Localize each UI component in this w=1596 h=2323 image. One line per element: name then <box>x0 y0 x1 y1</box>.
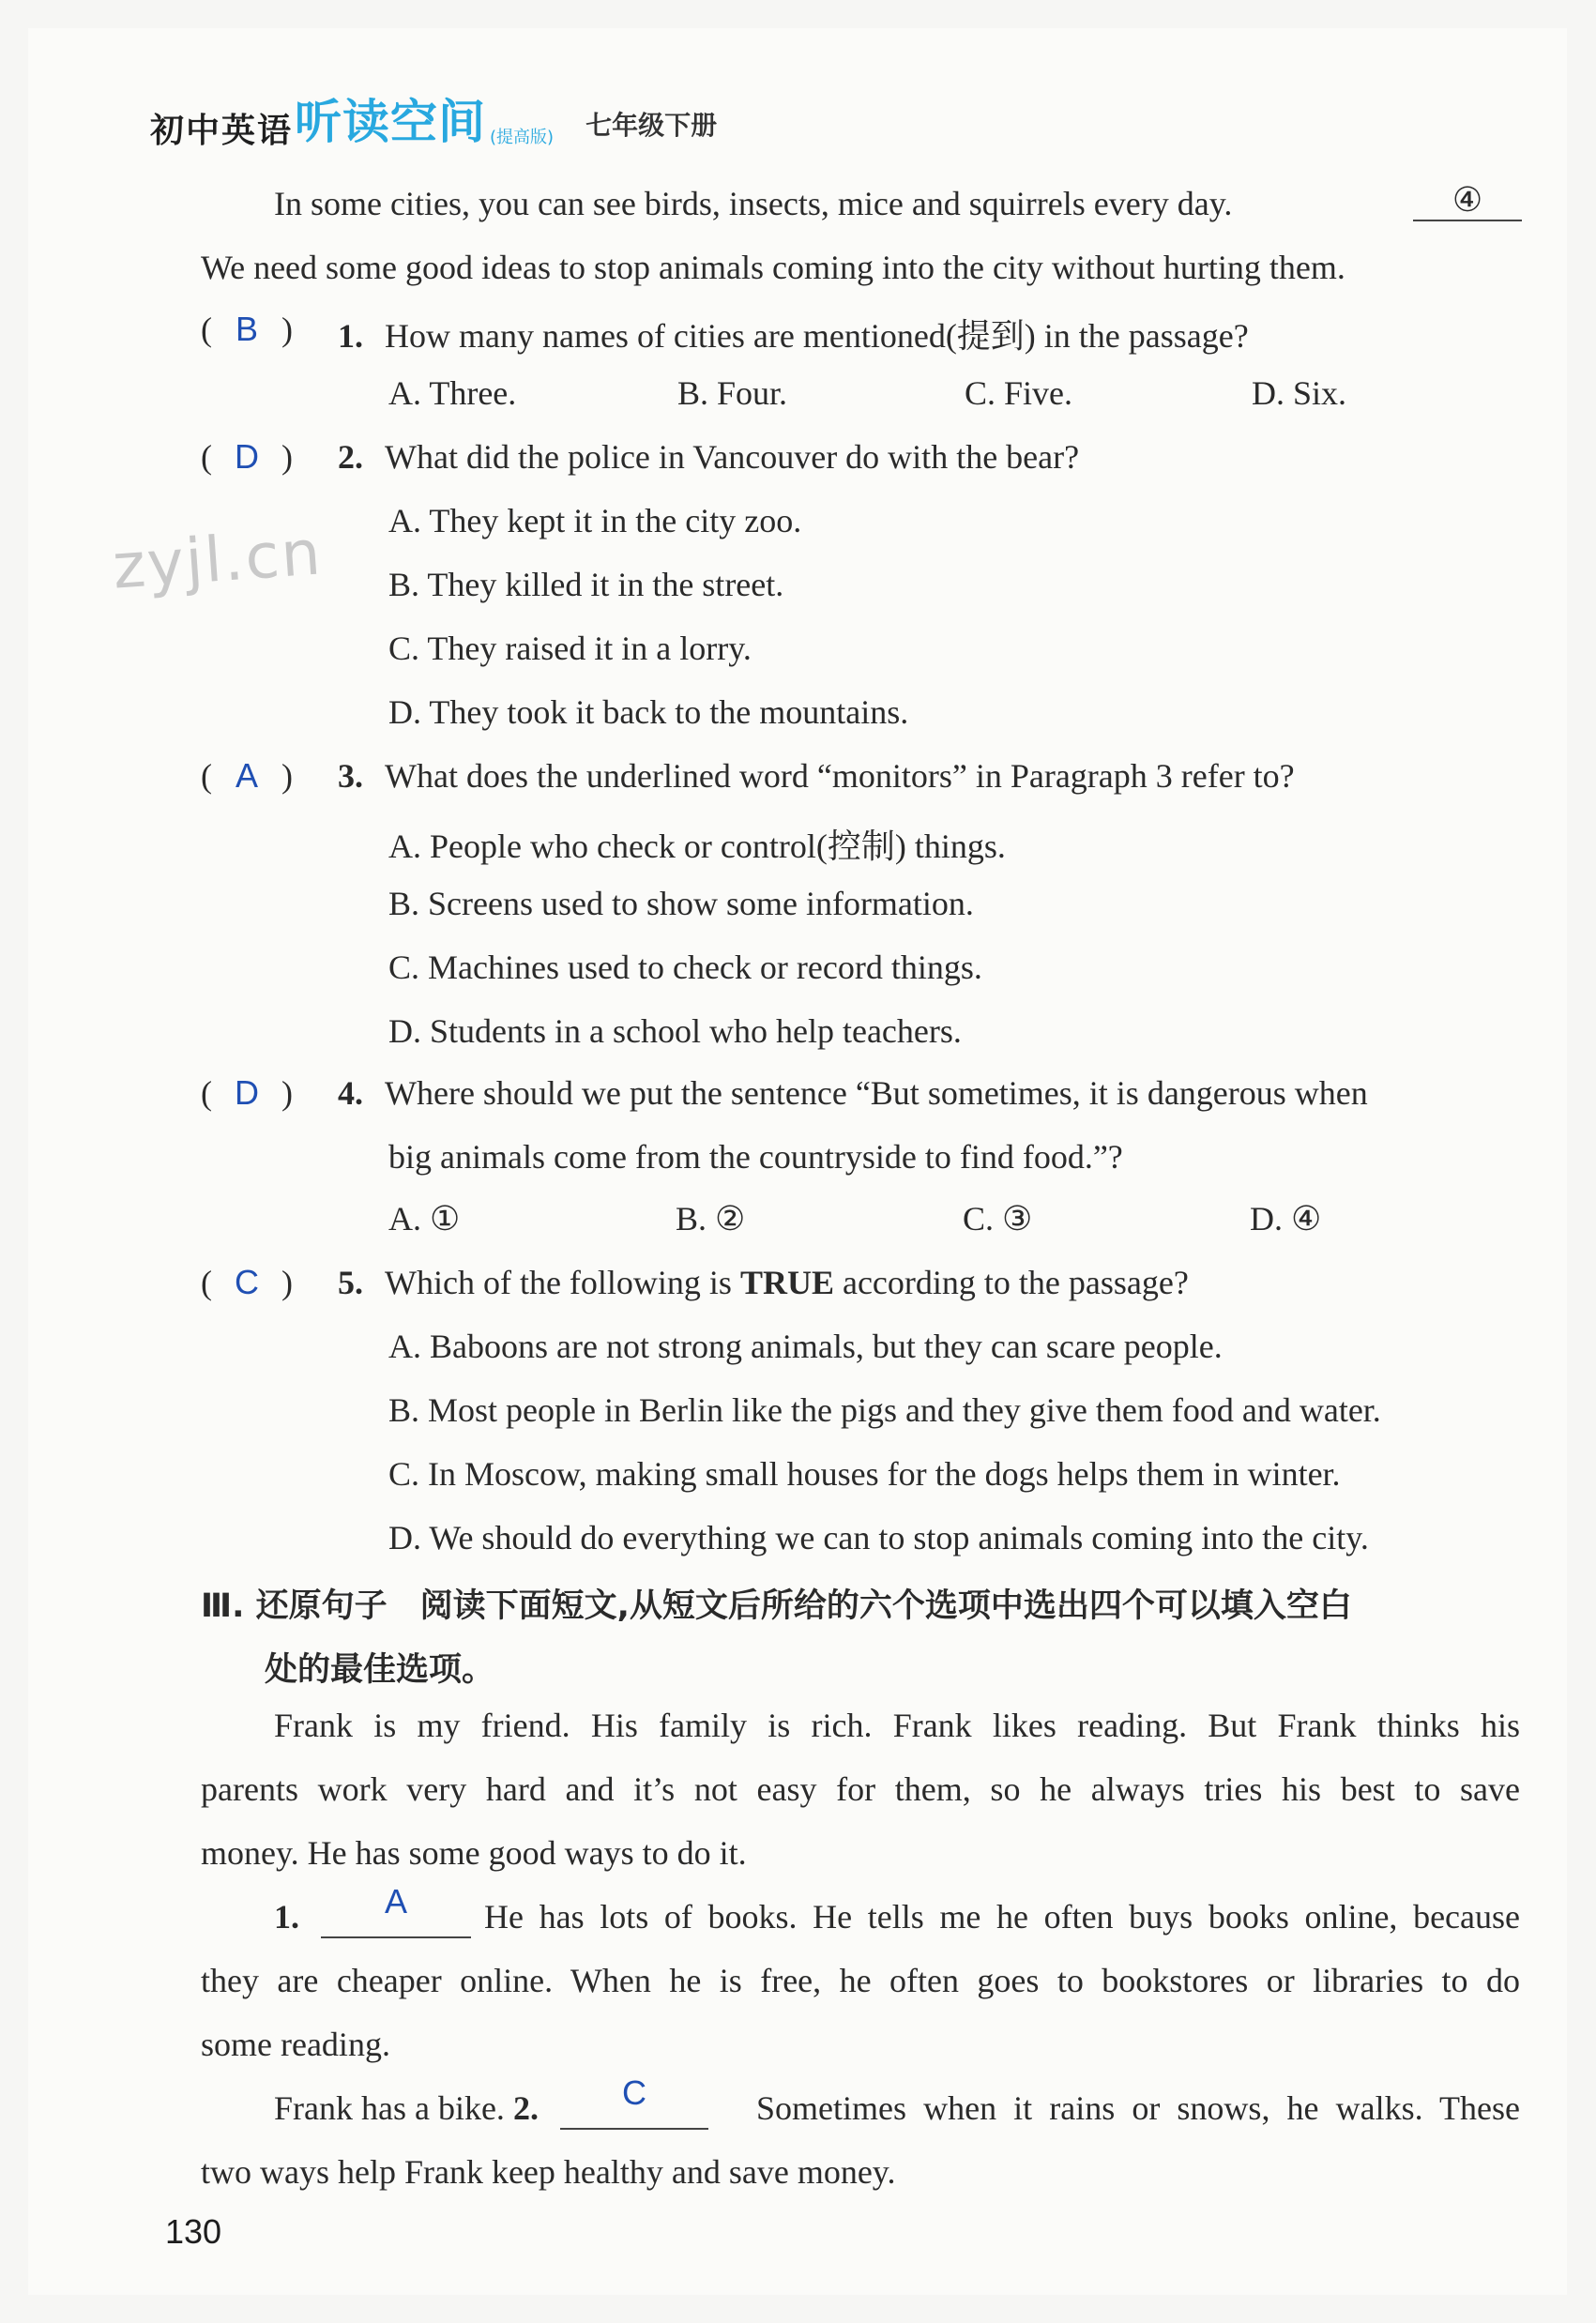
question-1-answer-slot: ( B ) <box>201 310 293 348</box>
question-2-text: What did the police in Vancouver do with the bear? <box>385 438 1080 476</box>
question-2-option-d: D. They took it back to the mountains. <box>388 693 909 731</box>
brand-series: 初中英语 <box>150 112 294 150</box>
page-number: 130 <box>165 2212 222 2251</box>
question-4-text-cont: big animals come from the countryside to find food.”? <box>388 1138 1123 1176</box>
grade-label: 七年级下册 <box>585 110 718 141</box>
question-3-option-d: D. Students in a school who help teachers. <box>388 1012 962 1050</box>
question-4-answer: D <box>235 1073 259 1112</box>
question-3-option-b: B. Screens used to show some information. <box>388 885 974 922</box>
section-3-p2-line2: they are cheaper online. When he is free, he often goes to bookstores or libraries to do <box>201 1962 1520 1999</box>
brand-title: 听读空间 <box>295 95 487 149</box>
question-2-option-b: B. They killed it in the street. <box>388 566 784 603</box>
question-1-option-d: D. Six. <box>1252 374 1347 412</box>
header <box>150 86 717 152</box>
question-2-answer: D <box>235 437 259 476</box>
question-3-answer: A <box>235 756 258 795</box>
question-4-answer-slot: ( D ) <box>201 1073 293 1112</box>
question-1-option-b: B. Four. <box>677 374 788 412</box>
question-2-option-c: C. They raised it in a lorry. <box>388 630 752 667</box>
question-2-option-a: A. They kept it in the city zoo. <box>388 502 802 539</box>
section-3-title-cont: 处的最佳选项。 <box>265 1651 495 1689</box>
question-5-option-d: D. We should do everything we can to stop animals coming into the city. <box>388 1519 1369 1556</box>
question-1-answer: B <box>235 310 258 348</box>
question-1-option-c: C. Five. <box>965 374 1073 412</box>
question-5-answer: C <box>235 1263 259 1301</box>
blank-2 <box>560 2073 708 2130</box>
question-4-option-d: D. ④ <box>1250 1200 1322 1237</box>
question-3-option-c: C. Machines used to check or record things. <box>388 949 982 986</box>
question-3: 3. What does the underlined word “monitors” in Paragraph 3 refer to? <box>338 757 1295 795</box>
watermark: zyjl.cn <box>110 516 325 603</box>
question-3-answer-slot: ( A ) <box>201 756 293 795</box>
question-2: 2. What did the police in Vancouver do with the bear? <box>338 438 1080 476</box>
question-3-option-a: A. People who check or control(控制) things. <box>388 827 1006 865</box>
question-5-option-a: A. Baboons are not strong animals, but they can scare people. <box>388 1328 1223 1365</box>
question-4-option-a: A. ① <box>388 1200 461 1237</box>
question-5-answer-slot: ( C ) <box>201 1263 293 1301</box>
section-3-p1-line3: money. He has some good ways to do it. <box>201 1834 747 1872</box>
section-3-blank-1-line: 1. A <box>274 1897 471 1938</box>
brand-edition: (提高版) <box>490 128 555 147</box>
blank-1-answer: A <box>384 1882 407 1921</box>
question-5-option-c: C. In Moscow, making small houses for the dogs helps them in winter. <box>388 1455 1341 1493</box>
question-4: 4. Where should we put the sentence “But sometimes, it is dangerous when <box>338 1074 1368 1112</box>
section-3-p2-line1: He has lots of books. He tells me he often buys books online, because <box>484 1898 1520 1936</box>
section-3-blank-2-line: Frank has a bike. 2. C <box>274 2088 708 2130</box>
question-1: 1. How many names of cities are mentioned(提到) in the passage? <box>338 317 1249 355</box>
question-1-text: How many names of cities are mentioned(提到) in the passage? <box>385 317 1249 355</box>
section-3-p3-line2: two ways help Frank keep healthy and save money. <box>201 2153 896 2191</box>
section-3-title: Ⅲ. 还原句子 阅读下面短文,从短文后所给的六个选项中选出四个可以填入空白 <box>201 1587 1352 1625</box>
blank-2-answer: C <box>621 2073 646 2112</box>
question-1-option-a: A. Three. <box>388 374 517 412</box>
section-3-p1-line1: Frank is my friend. His family is rich. Frank likes reading. But Frank thinks his <box>274 1707 1520 1744</box>
question-5: 5. Which of the following is TRUE according to the passage? <box>338 1264 1189 1301</box>
section-3-p3-line1-end: Sometimes when it rains or snows, he walks. These <box>756 2089 1520 2127</box>
question-4-text: Where should we put the sentence “But sometimes, it is dangerous when <box>385 1074 1368 1112</box>
question-3-text: What does the underlined word “monitors” in Paragraph 3 refer to? <box>385 757 1295 795</box>
intro-line-2: We need some good ideas to stop animals coming into the city without hurting them. <box>201 249 1345 286</box>
intro-marker: ④ <box>1413 180 1522 221</box>
question-2-answer-slot: ( D ) <box>201 437 293 476</box>
question-5-option-b: B. Most people in Berlin like the pigs and they give them food and water. <box>388 1391 1381 1429</box>
intro-line-1: In some cities, you can see birds, insects, mice and squirrels every day. <box>274 185 1233 222</box>
section-3-p1-line2: parents work very hard and it’s not easy for them, so he always tries his best to save <box>201 1770 1520 1808</box>
question-4-option-b: B. ② <box>676 1200 746 1237</box>
question-4-option-c: C. ③ <box>963 1200 1033 1237</box>
section-3-p2-line3: some reading. <box>201 2026 390 2063</box>
